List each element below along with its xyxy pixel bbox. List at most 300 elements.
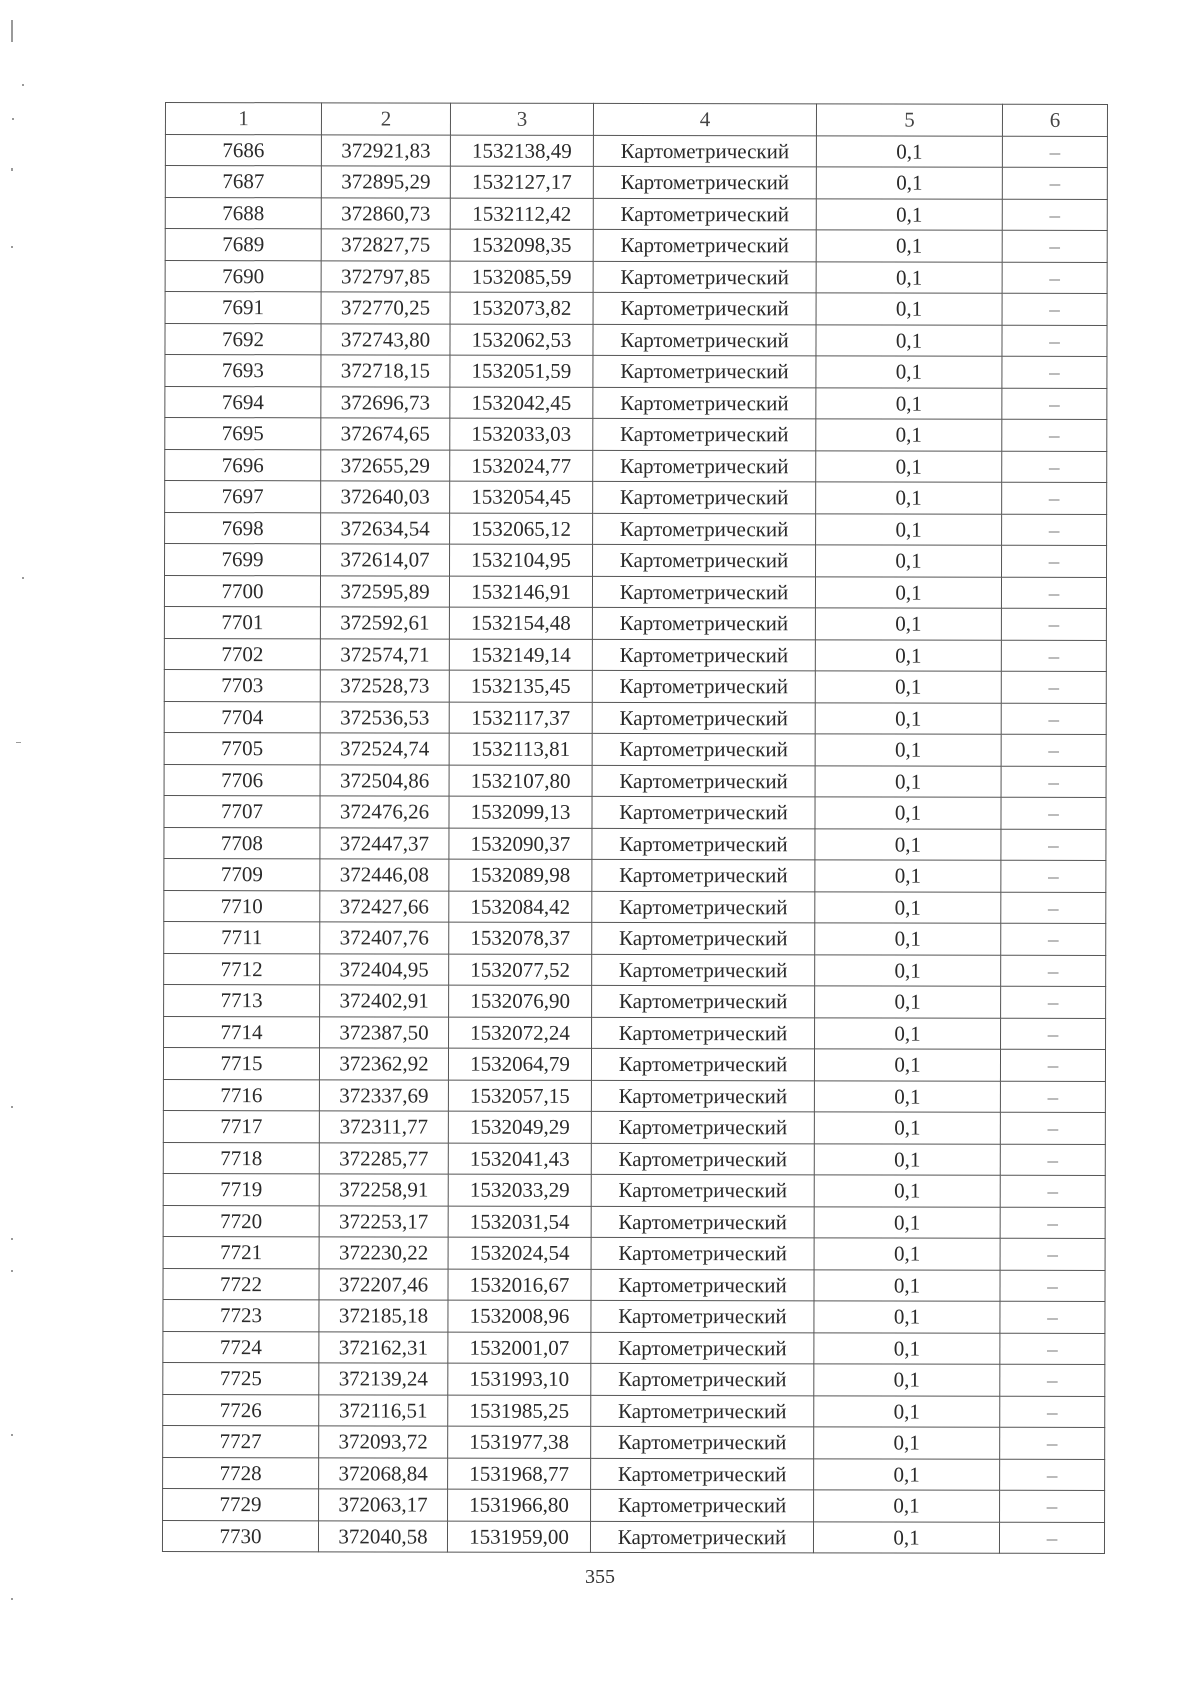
note-cell: – [1001, 923, 1106, 955]
y-coordinate-cell: 1532072,24 [449, 1017, 592, 1049]
point-number-cell: 7711 [164, 921, 320, 953]
note-cell: – [1000, 1427, 1105, 1459]
accuracy-cell: 0,1 [814, 1238, 1000, 1270]
table-row [163, 1268, 1105, 1301]
note-cell: – [1002, 199, 1107, 231]
y-coordinate-cell: 1532154,48 [449, 607, 592, 639]
method-cell: Картометрический [591, 1174, 814, 1206]
point-number-cell: 7710 [164, 890, 320, 922]
x-coordinate-cell: 372427,66 [320, 890, 449, 922]
accuracy-cell: 0,1 [814, 1332, 1000, 1364]
note-cell: – [1002, 419, 1107, 451]
accuracy-cell: 0,1 [816, 135, 1002, 167]
accuracy-cell: 0,1 [815, 639, 1001, 671]
method-cell: Картометрический [592, 954, 815, 986]
scan-speck [12, 118, 14, 120]
method-cell: Картометрический [591, 1395, 814, 1427]
scan-speck [16, 742, 21, 743]
scan-speck [11, 246, 13, 248]
accuracy-cell: 0,1 [814, 1080, 1000, 1112]
scan-speck [11, 1270, 13, 1272]
note-cell: – [1002, 514, 1107, 546]
method-cell: Картометрический [592, 576, 815, 608]
note-cell: – [1001, 671, 1106, 703]
accuracy-cell: 0,1 [816, 356, 1002, 388]
note-cell: – [1000, 1364, 1105, 1396]
accuracy-cell: 0,1 [814, 1458, 1000, 1490]
method-cell: Картометрический [591, 1458, 814, 1490]
y-coordinate-cell: 1532073,82 [450, 292, 593, 324]
x-coordinate-cell: 372447,37 [320, 827, 449, 859]
x-coordinate-cell: 372230,22 [319, 1237, 448, 1269]
point-number-cell: 7730 [162, 1520, 318, 1552]
scan-speck [11, 168, 13, 171]
note-cell: – [1002, 545, 1107, 577]
accuracy-cell: 0,1 [816, 450, 1002, 482]
y-coordinate-cell: 1532062,53 [450, 324, 593, 356]
accuracy-cell: 0,1 [816, 513, 1002, 545]
method-cell: Картометрический [592, 733, 815, 765]
point-number-cell: 7686 [165, 134, 321, 166]
method-cell: Картометрический [592, 891, 815, 923]
note-cell: – [999, 1522, 1104, 1554]
method-cell: Картометрический [592, 702, 815, 734]
y-coordinate-cell: 1532041,43 [448, 1143, 591, 1175]
accuracy-cell: 0,1 [814, 1206, 1000, 1238]
method-cell: Картометрический [592, 1017, 815, 1049]
table-row [164, 1016, 1106, 1049]
x-coordinate-cell: 372068,84 [319, 1457, 448, 1489]
table-row [165, 229, 1107, 262]
point-number-cell: 7687 [165, 166, 321, 198]
method-cell: Картометрический [592, 922, 815, 954]
method-cell: Картометрический [590, 1521, 813, 1553]
table-row [164, 953, 1106, 986]
y-coordinate-cell: 1532104,95 [450, 544, 593, 576]
x-coordinate-cell: 372162,31 [319, 1331, 448, 1363]
method-cell: Картометрический [592, 985, 815, 1017]
x-coordinate-cell: 372258,91 [319, 1174, 448, 1206]
note-cell: – [1001, 734, 1106, 766]
table-row [164, 921, 1106, 954]
point-number-cell: 7698 [165, 512, 321, 544]
table-row [163, 1173, 1105, 1206]
y-coordinate-cell: 1532024,54 [448, 1237, 591, 1269]
y-coordinate-cell: 1532084,42 [449, 891, 592, 923]
x-coordinate-cell: 372404,95 [320, 953, 449, 985]
accuracy-cell: 0,1 [815, 860, 1001, 892]
table-row [165, 449, 1107, 482]
point-number-cell: 7729 [163, 1488, 319, 1520]
table-row [163, 1362, 1105, 1395]
x-coordinate-cell: 372093,72 [319, 1426, 448, 1458]
y-coordinate-cell: 1532051,59 [450, 355, 593, 387]
y-coordinate-cell: 1532090,37 [449, 828, 592, 860]
y-coordinate-cell: 1532149,14 [449, 639, 592, 671]
note-cell: – [1001, 955, 1106, 987]
y-coordinate-cell: 1532099,13 [449, 796, 592, 828]
point-number-cell: 7689 [165, 229, 321, 261]
point-number-cell: 7693 [165, 355, 321, 387]
table-row [165, 386, 1107, 419]
column-header-4: 4 [593, 103, 816, 135]
method-cell: Картометрический [591, 1269, 814, 1301]
accuracy-cell: 0,1 [816, 419, 1002, 451]
method-cell: Картометрический [591, 1300, 814, 1332]
table-row [164, 827, 1106, 860]
note-cell: – [1002, 167, 1107, 199]
note-cell: – [1001, 577, 1106, 609]
point-number-cell: 7701 [164, 606, 320, 638]
accuracy-cell: 0,1 [816, 324, 1002, 356]
table-row [163, 1236, 1105, 1269]
y-coordinate-cell: 1532016,67 [448, 1269, 591, 1301]
accuracy-cell: 0,1 [814, 1364, 1000, 1396]
method-cell: Картометрический [591, 1237, 814, 1269]
y-coordinate-cell: 1532098,35 [450, 229, 593, 261]
accuracy-cell: 0,1 [815, 1017, 1001, 1049]
scan-speck [11, 1434, 13, 1436]
method-cell: Картометрический [593, 135, 816, 167]
accuracy-cell: 0,1 [815, 797, 1001, 829]
accuracy-cell: 0,1 [815, 765, 1001, 797]
note-cell: – [1002, 451, 1107, 483]
note-cell: – [1000, 1144, 1105, 1176]
accuracy-cell: 0,1 [814, 1112, 1000, 1144]
point-number-cell: 7719 [163, 1173, 319, 1205]
accuracy-cell: 0,1 [816, 545, 1002, 577]
note-cell: – [1000, 1270, 1105, 1302]
method-cell: Картометрический [591, 1048, 814, 1080]
y-coordinate-cell: 1532076,90 [449, 985, 592, 1017]
y-coordinate-cell: 1531968,77 [448, 1458, 591, 1490]
y-coordinate-cell: 1532065,12 [450, 513, 593, 545]
x-coordinate-cell: 372139,24 [319, 1363, 448, 1395]
scan-speck [22, 577, 24, 579]
table-row [163, 1394, 1105, 1427]
coordinates-table [162, 102, 1108, 1554]
accuracy-cell: 0,1 [814, 1049, 1000, 1081]
accuracy-cell: 0,1 [813, 1521, 999, 1553]
point-number-cell: 7718 [163, 1142, 319, 1174]
accuracy-cell: 0,1 [815, 671, 1001, 703]
y-coordinate-cell: 1532008,96 [448, 1300, 591, 1332]
y-coordinate-cell: 1532085,59 [450, 261, 593, 293]
accuracy-cell: 0,1 [815, 891, 1001, 923]
point-number-cell: 7695 [165, 418, 321, 450]
table-row [163, 1299, 1105, 1332]
point-number-cell: 7722 [163, 1268, 319, 1300]
method-cell: Картометрический [593, 513, 816, 545]
column-header-6: 6 [1002, 104, 1107, 136]
x-coordinate-cell: 372860,73 [321, 197, 450, 229]
x-coordinate-cell: 372797,85 [321, 260, 450, 292]
point-number-cell: 7726 [163, 1394, 319, 1426]
note-cell: – [1002, 230, 1107, 262]
note-cell: – [1000, 1207, 1105, 1239]
note-cell: – [1000, 1301, 1105, 1333]
accuracy-cell: 0,1 [815, 702, 1001, 734]
y-coordinate-cell: 1531966,80 [448, 1489, 591, 1521]
x-coordinate-cell: 372402,91 [320, 985, 449, 1017]
method-cell: Картометрический [593, 481, 816, 513]
method-cell: Картометрический [591, 1489, 814, 1521]
point-number-cell: 7723 [163, 1299, 319, 1331]
y-coordinate-cell: 1532113,81 [449, 733, 592, 765]
method-cell: Картометрический [593, 450, 816, 482]
note-cell: – [1002, 356, 1107, 388]
point-number-cell: 7727 [163, 1425, 319, 1457]
accuracy-cell: 0,1 [816, 293, 1002, 325]
scan-speck [11, 1238, 13, 1240]
table-row [165, 481, 1107, 514]
method-cell: Картометрический [591, 1111, 814, 1143]
method-cell: Картометрический [593, 261, 816, 293]
accuracy-cell: 0,1 [815, 734, 1001, 766]
accuracy-cell: 0,1 [815, 923, 1001, 955]
x-coordinate-cell: 372337,69 [319, 1079, 448, 1111]
x-coordinate-cell: 372640,03 [321, 481, 450, 513]
x-coordinate-cell: 372407,76 [320, 922, 449, 954]
x-coordinate-cell: 372528,73 [320, 670, 449, 702]
method-cell: Картометрический [592, 828, 815, 860]
method-cell: Картометрический [591, 1363, 814, 1395]
accuracy-cell: 0,1 [815, 576, 1001, 608]
scan-speck [11, 1598, 13, 1600]
x-coordinate-cell: 372446,08 [320, 859, 449, 891]
y-coordinate-cell: 1532107,80 [449, 765, 592, 797]
table-row [165, 166, 1107, 199]
accuracy-cell: 0,1 [814, 1269, 1000, 1301]
x-coordinate-cell: 372614,07 [321, 544, 450, 576]
point-number-cell: 7707 [164, 795, 320, 827]
accuracy-cell: 0,1 [815, 608, 1001, 640]
scan-mark [11, 20, 13, 42]
note-cell: – [1002, 482, 1107, 514]
method-cell: Картометрический [591, 1426, 814, 1458]
point-number-cell: 7721 [163, 1236, 319, 1268]
x-coordinate-cell: 372674,65 [321, 418, 450, 450]
point-number-cell: 7717 [163, 1110, 319, 1142]
method-cell: Картометрический [591, 1332, 814, 1364]
note-cell: – [1001, 797, 1106, 829]
x-coordinate-cell: 372770,25 [321, 292, 450, 324]
point-number-cell: 7728 [163, 1457, 319, 1489]
x-coordinate-cell: 372574,71 [320, 638, 449, 670]
y-coordinate-cell: 1532057,15 [448, 1080, 591, 1112]
point-number-cell: 7705 [164, 732, 320, 764]
note-cell: – [1001, 703, 1106, 735]
x-coordinate-cell: 372253,17 [319, 1205, 448, 1237]
note-cell: – [1000, 1081, 1105, 1113]
note-cell: – [1000, 1112, 1105, 1144]
table-row [164, 638, 1106, 671]
note-cell: – [1000, 1459, 1105, 1491]
table-row [164, 701, 1106, 734]
point-number-cell: 7704 [164, 701, 320, 733]
x-coordinate-cell: 372476,26 [320, 796, 449, 828]
note-cell: – [1002, 325, 1107, 357]
table-row [163, 1331, 1105, 1364]
table-row [164, 764, 1106, 797]
table-row [163, 1142, 1105, 1175]
x-coordinate-cell: 372387,50 [320, 1016, 449, 1048]
column-header-3: 3 [450, 103, 593, 135]
accuracy-cell: 0,1 [816, 261, 1002, 293]
point-number-cell: 7700 [164, 575, 320, 607]
note-cell: – [1000, 1238, 1105, 1270]
note-cell: – [1001, 640, 1106, 672]
method-cell: Картометрический [591, 1143, 814, 1175]
page-number: 355 [585, 1566, 615, 1588]
point-number-cell: 7714 [164, 1016, 320, 1048]
accuracy-cell: 0,1 [814, 1395, 1000, 1427]
table-row [165, 323, 1107, 356]
point-number-cell: 7694 [165, 386, 321, 418]
accuracy-cell: 0,1 [815, 986, 1001, 1018]
point-number-cell: 7720 [163, 1205, 319, 1237]
x-coordinate-cell: 372634,54 [321, 512, 450, 544]
point-number-cell: 7716 [163, 1079, 319, 1111]
note-cell: – [1001, 860, 1106, 892]
point-number-cell: 7688 [165, 197, 321, 229]
point-number-cell: 7708 [164, 827, 320, 859]
note-cell: – [1000, 1396, 1105, 1428]
point-number-cell: 7703 [164, 669, 320, 701]
x-coordinate-cell: 372895,29 [321, 166, 450, 198]
x-coordinate-cell: 372207,46 [319, 1268, 448, 1300]
table-row [164, 858, 1106, 891]
accuracy-cell: 0,1 [816, 482, 1002, 514]
x-coordinate-cell: 372285,77 [319, 1142, 448, 1174]
point-number-cell: 7691 [165, 292, 321, 324]
method-cell: Картометрический [593, 355, 816, 387]
x-coordinate-cell: 372311,77 [319, 1111, 448, 1143]
method-cell: Картометрический [592, 670, 815, 702]
accuracy-cell: 0,1 [816, 387, 1002, 419]
y-coordinate-cell: 1532077,52 [449, 954, 592, 986]
y-coordinate-cell: 1531959,00 [447, 1521, 590, 1553]
method-cell: Картометрический [592, 607, 815, 639]
y-coordinate-cell: 1531985,25 [448, 1395, 591, 1427]
note-cell: – [1000, 1175, 1105, 1207]
method-cell: Картометрический [593, 292, 816, 324]
x-coordinate-cell: 372718,15 [321, 355, 450, 387]
point-number-cell: 7696 [165, 449, 321, 481]
y-coordinate-cell: 1532112,42 [450, 198, 593, 230]
y-coordinate-cell: 1532033,29 [448, 1174, 591, 1206]
note-cell: – [1002, 262, 1107, 294]
header-row [165, 103, 1107, 136]
x-coordinate-cell: 372116,51 [319, 1394, 448, 1426]
note-cell: – [1000, 1490, 1105, 1522]
accuracy-cell: 0,1 [816, 167, 1002, 199]
y-coordinate-cell: 1532054,45 [450, 481, 593, 513]
method-cell: Картометрический [593, 166, 816, 198]
table-row [162, 1520, 1104, 1553]
table-row [165, 512, 1107, 545]
table-row [164, 575, 1106, 608]
y-coordinate-cell: 1532033,03 [450, 418, 593, 450]
note-cell: – [1001, 986, 1106, 1018]
accuracy-cell: 0,1 [814, 1427, 1000, 1459]
accuracy-cell: 0,1 [815, 828, 1001, 860]
method-cell: Картометрический [593, 324, 816, 356]
point-number-cell: 7724 [163, 1331, 319, 1363]
x-coordinate-cell: 372827,75 [321, 229, 450, 261]
table-row [165, 260, 1107, 293]
note-cell: – [1001, 892, 1106, 924]
note-cell: – [1001, 766, 1106, 798]
point-number-cell: 7725 [163, 1362, 319, 1394]
point-number-cell: 7706 [164, 764, 320, 796]
note-cell: – [1000, 1333, 1105, 1365]
y-coordinate-cell: 1532078,37 [449, 922, 592, 954]
table-body [162, 134, 1107, 1553]
table-row [164, 984, 1106, 1017]
y-coordinate-cell: 1532031,54 [448, 1206, 591, 1238]
scan-speck [22, 84, 24, 86]
y-coordinate-cell: 1532138,49 [450, 135, 593, 167]
table-row [164, 732, 1106, 765]
table-row [164, 890, 1106, 923]
y-coordinate-cell: 1532117,37 [449, 702, 592, 734]
note-cell: – [1000, 1049, 1105, 1081]
x-coordinate-cell: 372063,17 [319, 1489, 448, 1521]
accuracy-cell: 0,1 [814, 1301, 1000, 1333]
method-cell: Картометрический [593, 198, 816, 230]
x-coordinate-cell: 372185,18 [319, 1300, 448, 1332]
point-number-cell: 7702 [164, 638, 320, 670]
method-cell: Картометрический [592, 765, 815, 797]
x-coordinate-cell: 372696,73 [321, 386, 450, 418]
point-number-cell: 7715 [163, 1047, 319, 1079]
table-row [165, 418, 1107, 451]
accuracy-cell: 0,1 [816, 230, 1002, 262]
column-header-5: 5 [816, 104, 1002, 136]
x-coordinate-cell: 372595,89 [320, 575, 449, 607]
note-cell: – [1002, 293, 1107, 325]
table-row [163, 1425, 1105, 1458]
y-coordinate-cell: 1531977,38 [448, 1426, 591, 1458]
point-number-cell: 7690 [165, 260, 321, 292]
note-cell: – [1002, 388, 1107, 420]
y-coordinate-cell: 1532001,07 [448, 1332, 591, 1364]
table-row [165, 197, 1107, 230]
y-coordinate-cell: 1532024,77 [450, 450, 593, 482]
table-row [164, 795, 1106, 828]
table-row [163, 1079, 1105, 1112]
accuracy-cell: 0,1 [814, 1143, 1000, 1175]
method-cell: Картометрический [593, 229, 816, 261]
x-coordinate-cell: 372921,83 [321, 134, 450, 166]
point-number-cell: 7697 [165, 481, 321, 513]
accuracy-cell: 0,1 [816, 198, 1002, 230]
method-cell: Картометрический [591, 1080, 814, 1112]
table-row [165, 544, 1107, 577]
scan-speck [11, 1106, 13, 1108]
table-row [165, 355, 1107, 388]
x-coordinate-cell: 372536,53 [320, 701, 449, 733]
point-number-cell: 7692 [165, 323, 321, 355]
column-header-1: 1 [165, 103, 321, 135]
note-cell: – [1001, 829, 1106, 861]
x-coordinate-cell: 372362,92 [319, 1048, 448, 1080]
method-cell: Картометрический [593, 544, 816, 576]
method-cell: Картометрический [593, 418, 816, 450]
table-header [165, 103, 1107, 136]
table-row [163, 1110, 1105, 1143]
